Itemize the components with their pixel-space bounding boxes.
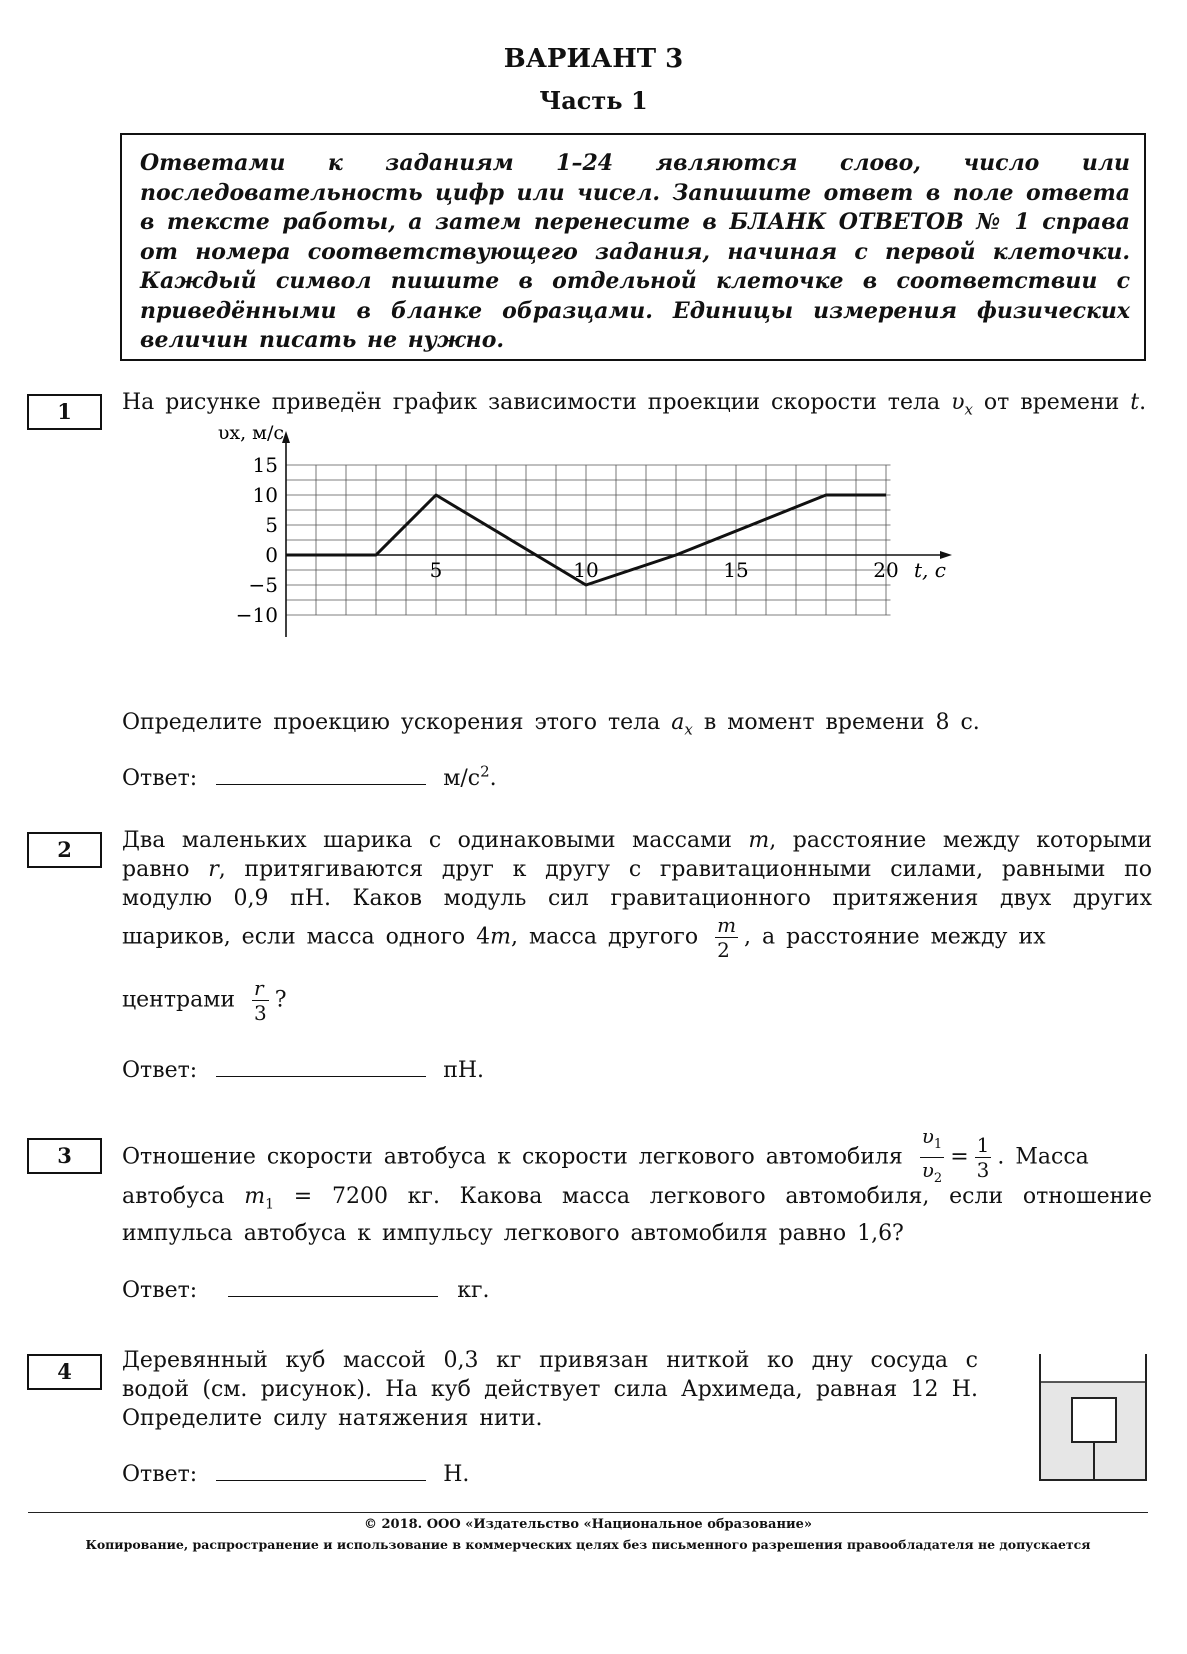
y-tick-label: −5 bbox=[248, 573, 278, 597]
answer-unit-3: кг. bbox=[457, 1278, 490, 1303]
answer-unit-2: пН. bbox=[443, 1058, 485, 1083]
answer-label: Ответ: bbox=[122, 1058, 198, 1083]
fraction-m-over-2: $\frac{m}{2}$ bbox=[717, 913, 737, 962]
answer-label: Ответ: bbox=[122, 766, 198, 791]
answer-unit-4: Н. bbox=[443, 1462, 470, 1487]
footer-notice: Копирование, распространение и использование в коммерческих целях без письменного разрешения правообладателя не допускается bbox=[85, 1537, 1091, 1552]
footer-copyright: © 2018. ООО «Издательство «Национальное образование» bbox=[363, 1517, 813, 1532]
x-tick-label: 5 bbox=[429, 558, 443, 582]
question-1-prompt: Определите проекцию ускорения этого тела $a_x$ в момент времени 8 с. bbox=[122, 710, 980, 739]
answer-field-1[interactable] bbox=[216, 762, 426, 785]
chart-axes bbox=[282, 431, 952, 637]
question-2-text: Два маленьких шарика с одинаковыми массами m, расстояние между которыми равно r, притягиваются друг к другу с гравитационными силами, равными по модулю 0,9 пН. Каков модуль сил гравитационного притяжения двух других шариков, если масса одного 4m, масса другого $\frac{m}{2}$ , а расстояние между их bbox=[122, 828, 1152, 962]
fraction-v1-over-v2: $\frac{\upsilon_1}{\upsilon_2}$ bbox=[921, 1124, 943, 1186]
answer-unit-1: $м/с^2$. bbox=[443, 762, 497, 791]
part-title: Часть 1 bbox=[539, 86, 648, 115]
y-tick-label: 15 bbox=[252, 453, 278, 477]
velocity-time-chart bbox=[190, 422, 1010, 678]
y-axis-label: υx, м/с bbox=[217, 422, 284, 444]
y-tick-label: 10 bbox=[252, 483, 278, 507]
question-number-4: 4 bbox=[27, 1354, 102, 1390]
x-tick-label: 20 bbox=[873, 558, 899, 582]
x-tick-label: 15 bbox=[723, 558, 749, 582]
chart-tick-labels bbox=[218, 422, 946, 627]
answer-label: Ответ: bbox=[122, 1462, 198, 1487]
instructions-box bbox=[120, 133, 1146, 361]
footer-divider bbox=[28, 1512, 1148, 1513]
question-3-text: Отношение скорости автобуса к скорости легкового автомобиля $\frac{\upsilon_1}{\upsilon_2}$ = $\frac{1}{3}$ . Масса bbox=[122, 1124, 1152, 1191]
fraction-r-over-3: $\frac{r}{3}$ bbox=[253, 976, 267, 1025]
fraction-1-over-3: $\frac{1}{3}$ bbox=[976, 1133, 990, 1182]
question-1-text: На рисунке приведён график зависимости проекции скорости тела $\upsilon_x$ от времени t. bbox=[122, 390, 1147, 419]
answer-row-3 bbox=[122, 1274, 489, 1303]
cube bbox=[1072, 1398, 1116, 1442]
y-tick-label: 0 bbox=[265, 543, 278, 567]
answer-row-2 bbox=[122, 1054, 484, 1083]
question-2-text-end: центрами $\frac{r}{3}$ ? bbox=[122, 976, 287, 1025]
answer-row-1 bbox=[122, 762, 497, 791]
answer-field-3[interactable] bbox=[228, 1274, 438, 1297]
answer-field-2[interactable] bbox=[216, 1054, 426, 1077]
y-tick-label: 5 bbox=[265, 513, 278, 537]
variant-title: ВАРИАНТ 3 bbox=[503, 44, 684, 74]
y-tick-label: −10 bbox=[235, 603, 278, 627]
answer-label: Ответ: bbox=[122, 1278, 198, 1303]
x-axis-label: t, c bbox=[914, 558, 946, 582]
question-number-1: 1 bbox=[27, 394, 102, 430]
question-number-2: 2 bbox=[27, 832, 102, 868]
chart-grid bbox=[286, 465, 891, 615]
answer-field-4[interactable] bbox=[216, 1458, 426, 1481]
question-4-text: Деревянный куб массой 0,3 кг привязан ниткой ко дну сосуда с водой (см. рисунок). На куб действует сила Архимеда, равная 12 Н. Определите силу натяжения нити. bbox=[122, 1348, 978, 1431]
instructions-text: Ответами к заданиям 1–24 являются слово, число или последовательность цифр или чисел. Запишите ответ в поле ответа в тексте работы, а затем перенесите в БЛАНК ОТВЕТОВ № 1 справа от номера соответствующего задания, начиная с первой клеточки. Каждый символ пишите в отдельной клеточке в соответствии с приведёнными в бланке образцами. Единицы измерения физических величин писать не нужно. bbox=[140, 150, 1130, 353]
question-3-text-cont: автобуса $m_1 = 7200$ кг. Какова масса легкового автомобиля, если отношение импульса автобуса к импульсу легкового автомобиля равно 1,6? bbox=[122, 1184, 1152, 1247]
question-number-3: 3 bbox=[27, 1138, 102, 1174]
x-tick-label: 10 bbox=[573, 558, 599, 582]
answer-row-4 bbox=[122, 1458, 469, 1487]
vessel-with-cube-figure bbox=[1036, 1352, 1152, 1486]
